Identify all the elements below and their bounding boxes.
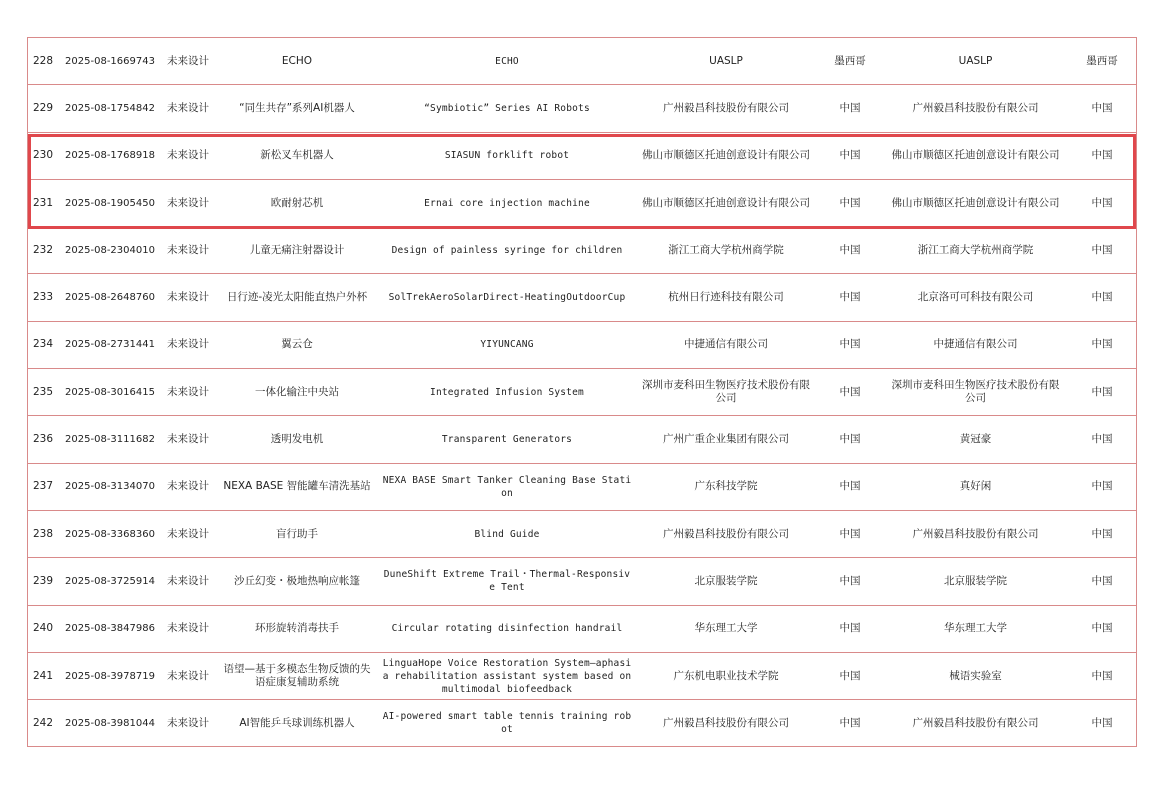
applicant-cell: 华东理工大学 [636, 605, 816, 652]
entry-code-cell: 2025-08-2648760 [60, 274, 160, 321]
name-cn-cell: 翼云仓 [216, 321, 378, 368]
table-row [27, 510, 1137, 557]
table-row [27, 38, 1137, 85]
applicant-country-cell: 中国 [816, 605, 884, 652]
name-en-cell: Blind Guide [378, 510, 636, 557]
row-number-cell: 232 [27, 227, 60, 274]
applicant-cell: 佛山市顺德区托迪创意设计有限公司 [636, 132, 816, 179]
owner-country-cell: 中国 [1067, 558, 1137, 605]
entry-code-cell: 2025-08-3978719 [60, 652, 160, 699]
owner-cell: 广州毅昌科技股份有限公司 [884, 700, 1067, 747]
applicant-cell: 佛山市顺德区托迪创意设计有限公司 [636, 179, 816, 226]
applicant-cell: 广州毅昌科技股份有限公司 [636, 85, 816, 132]
name-en-cell: Design of painless syringe for children [378, 227, 636, 274]
category-cell: 未来设计 [160, 463, 216, 510]
row-number-cell: 235 [27, 369, 60, 416]
entry-code-cell: 2025-08-3134070 [60, 463, 160, 510]
row-number-cell: 236 [27, 416, 60, 463]
applicant-cell: 杭州日行迹科技有限公司 [636, 274, 816, 321]
owner-country-cell: 中国 [1067, 605, 1137, 652]
name-cn-cell: ECHO [216, 38, 378, 85]
table-row [27, 700, 1137, 747]
category-cell: 未来设计 [160, 652, 216, 699]
category-cell: 未来设计 [160, 85, 216, 132]
owner-cell: UASLP [884, 38, 1067, 85]
owner-cell: 广州毅昌科技股份有限公司 [884, 85, 1067, 132]
table-row [27, 463, 1137, 510]
entry-code-cell: 2025-08-2731441 [60, 321, 160, 368]
applicant-cell: 广东机电职业技术学院 [636, 652, 816, 699]
row-number-cell: 242 [27, 700, 60, 747]
category-cell: 未来设计 [160, 605, 216, 652]
owner-country-cell: 中国 [1067, 652, 1137, 699]
owner-country-cell: 中国 [1067, 132, 1137, 179]
entry-code-cell: 2025-08-1905450 [60, 179, 160, 226]
name-en-cell: SolTrekAeroSolarDirect-HeatingOutdoorCup [378, 274, 636, 321]
name-en-cell: Integrated Infusion System [378, 369, 636, 416]
row-number-cell: 229 [27, 85, 60, 132]
category-cell: 未来设计 [160, 369, 216, 416]
row-number-cell: 228 [27, 38, 60, 85]
applicant-country-cell: 中国 [816, 463, 884, 510]
entry-code-cell: 2025-08-3725914 [60, 558, 160, 605]
name-cn-cell: “同生共存”系列AI机器人 [216, 85, 378, 132]
table-row [27, 321, 1137, 368]
name-en-cell: Circular rotating disinfection handrail [378, 605, 636, 652]
owner-cell: 黄冠豪 [884, 416, 1067, 463]
results-table-container [27, 37, 1137, 747]
owner-country-cell: 中国 [1067, 700, 1137, 747]
table-row [27, 85, 1137, 132]
owner-country-cell: 中国 [1067, 227, 1137, 274]
name-cn-cell: 语望—基于多模态生物反馈的失语症康复辅助系统 [216, 652, 378, 699]
owner-country-cell: 中国 [1067, 85, 1137, 132]
table-row [27, 558, 1137, 605]
applicant-country-cell: 中国 [816, 85, 884, 132]
applicant-cell: 广州广重企业集团有限公司 [636, 416, 816, 463]
name-cn-cell: 环形旋转消毒扶手 [216, 605, 378, 652]
name-cn-cell: 新松叉车机器人 [216, 132, 378, 179]
row-number-cell: 234 [27, 321, 60, 368]
row-number-cell: 238 [27, 510, 60, 557]
table-row [27, 179, 1137, 226]
row-number-cell: 231 [27, 179, 60, 226]
entry-code-cell: 2025-08-3111682 [60, 416, 160, 463]
owner-country-cell: 中国 [1067, 416, 1137, 463]
owner-cell: 华东理工大学 [884, 605, 1067, 652]
entry-code-cell: 2025-08-3981044 [60, 700, 160, 747]
results-table [27, 37, 1137, 747]
owner-cell: 北京洛可可科技有限公司 [884, 274, 1067, 321]
table-row [27, 369, 1137, 416]
applicant-country-cell: 中国 [816, 700, 884, 747]
name-cn-cell: 欧耐射芯机 [216, 179, 378, 226]
row-number-cell: 239 [27, 558, 60, 605]
owner-country-cell: 中国 [1067, 510, 1137, 557]
name-en-cell: “Symbiotic” Series AI Robots [378, 85, 636, 132]
owner-cell: 佛山市顺德区托迪创意设计有限公司 [884, 179, 1067, 226]
row-number-cell: 230 [27, 132, 60, 179]
table-row [27, 652, 1137, 699]
applicant-cell: 广州毅昌科技股份有限公司 [636, 700, 816, 747]
row-number-cell: 237 [27, 463, 60, 510]
applicant-country-cell: 中国 [816, 179, 884, 226]
owner-cell: 械语实验室 [884, 652, 1067, 699]
table-body [27, 38, 1137, 747]
name-cn-cell: 日行迹-凌光太阳能直热户外杯 [216, 274, 378, 321]
table-right-border [1136, 37, 1137, 747]
applicant-country-cell: 中国 [816, 227, 884, 274]
applicant-country-cell: 中国 [816, 652, 884, 699]
applicant-country-cell: 中国 [816, 558, 884, 605]
name-cn-cell: AI智能乒乓球训练机器人 [216, 700, 378, 747]
owner-country-cell: 墨西哥 [1067, 38, 1137, 85]
entry-code-cell: 2025-08-2304010 [60, 227, 160, 274]
table-row [27, 605, 1137, 652]
category-cell: 未来设计 [160, 274, 216, 321]
name-en-cell: DuneShift Extreme Trail・Thermal-Responsive Tent [378, 558, 636, 605]
table-row [27, 132, 1137, 179]
name-cn-cell: 沙丘幻变・极地热响应帐篷 [216, 558, 378, 605]
applicant-country-cell: 中国 [816, 321, 884, 368]
name-en-cell: LinguaHope Voice Restoration System—aphasia rehabilitation assistant system based on multimodal biofeedback [378, 652, 636, 699]
owner-cell: 中捷通信有限公司 [884, 321, 1067, 368]
applicant-country-cell: 中国 [816, 416, 884, 463]
applicant-cell: 广州毅昌科技股份有限公司 [636, 510, 816, 557]
name-cn-cell: 一体化输注中央站 [216, 369, 378, 416]
owner-country-cell: 中国 [1067, 321, 1137, 368]
owner-cell: 真好闲 [884, 463, 1067, 510]
row-number-cell: 241 [27, 652, 60, 699]
name-en-cell: Transparent Generators [378, 416, 636, 463]
name-en-cell: Ernai core injection machine [378, 179, 636, 226]
applicant-country-cell: 中国 [816, 132, 884, 179]
category-cell: 未来设计 [160, 558, 216, 605]
category-cell: 未来设计 [160, 510, 216, 557]
applicant-country-cell: 中国 [816, 274, 884, 321]
owner-country-cell: 中国 [1067, 463, 1137, 510]
owner-country-cell: 中国 [1067, 369, 1137, 416]
row-number-cell: 233 [27, 274, 60, 321]
entry-code-cell: 2025-08-1768918 [60, 132, 160, 179]
applicant-cell: 北京服装学院 [636, 558, 816, 605]
table-row [27, 274, 1137, 321]
table-row [27, 227, 1137, 274]
owner-country-cell: 中国 [1067, 179, 1137, 226]
owner-country-cell: 中国 [1067, 274, 1137, 321]
name-cn-cell: NEXA BASE 智能罐车清洗基站 [216, 463, 378, 510]
applicant-cell: 浙江工商大学杭州商学院 [636, 227, 816, 274]
name-en-cell: NEXA BASE Smart Tanker Cleaning Base Station [378, 463, 636, 510]
name-en-cell: SIASUN forklift robot [378, 132, 636, 179]
applicant-country-cell: 墨西哥 [816, 38, 884, 85]
name-cn-cell: 盲行助手 [216, 510, 378, 557]
owner-cell: 北京服装学院 [884, 558, 1067, 605]
category-cell: 未来设计 [160, 179, 216, 226]
entry-code-cell: 2025-08-3368360 [60, 510, 160, 557]
entry-code-cell: 2025-08-3016415 [60, 369, 160, 416]
applicant-cell: 中捷通信有限公司 [636, 321, 816, 368]
entry-code-cell: 2025-08-3847986 [60, 605, 160, 652]
entry-code-cell: 2025-08-1669743 [60, 38, 160, 85]
category-cell: 未来设计 [160, 132, 216, 179]
applicant-cell: 广东科技学院 [636, 463, 816, 510]
row-number-cell: 240 [27, 605, 60, 652]
owner-cell: 深圳市麦科田生物医疗技术股份有限公司 [884, 369, 1067, 416]
applicant-country-cell: 中国 [816, 510, 884, 557]
name-en-cell: ECHO [378, 38, 636, 85]
table-row [27, 416, 1137, 463]
applicant-country-cell: 中国 [816, 369, 884, 416]
owner-cell: 广州毅昌科技股份有限公司 [884, 510, 1067, 557]
category-cell: 未来设计 [160, 227, 216, 274]
applicant-cell: UASLP [636, 38, 816, 85]
name-cn-cell: 儿童无痛注射器设计 [216, 227, 378, 274]
name-en-cell: AI-powered smart table tennis training robot [378, 700, 636, 747]
applicant-cell: 深圳市麦科田生物医疗技术股份有限公司 [636, 369, 816, 416]
name-cn-cell: 透明发电机 [216, 416, 378, 463]
category-cell: 未来设计 [160, 321, 216, 368]
category-cell: 未来设计 [160, 416, 216, 463]
owner-cell: 佛山市顺德区托迪创意设计有限公司 [884, 132, 1067, 179]
owner-cell: 浙江工商大学杭州商学院 [884, 227, 1067, 274]
table-left-border [27, 37, 28, 747]
category-cell: 未来设计 [160, 38, 216, 85]
name-en-cell: YIYUNCANG [378, 321, 636, 368]
entry-code-cell: 2025-08-1754842 [60, 85, 160, 132]
category-cell: 未来设计 [160, 700, 216, 747]
